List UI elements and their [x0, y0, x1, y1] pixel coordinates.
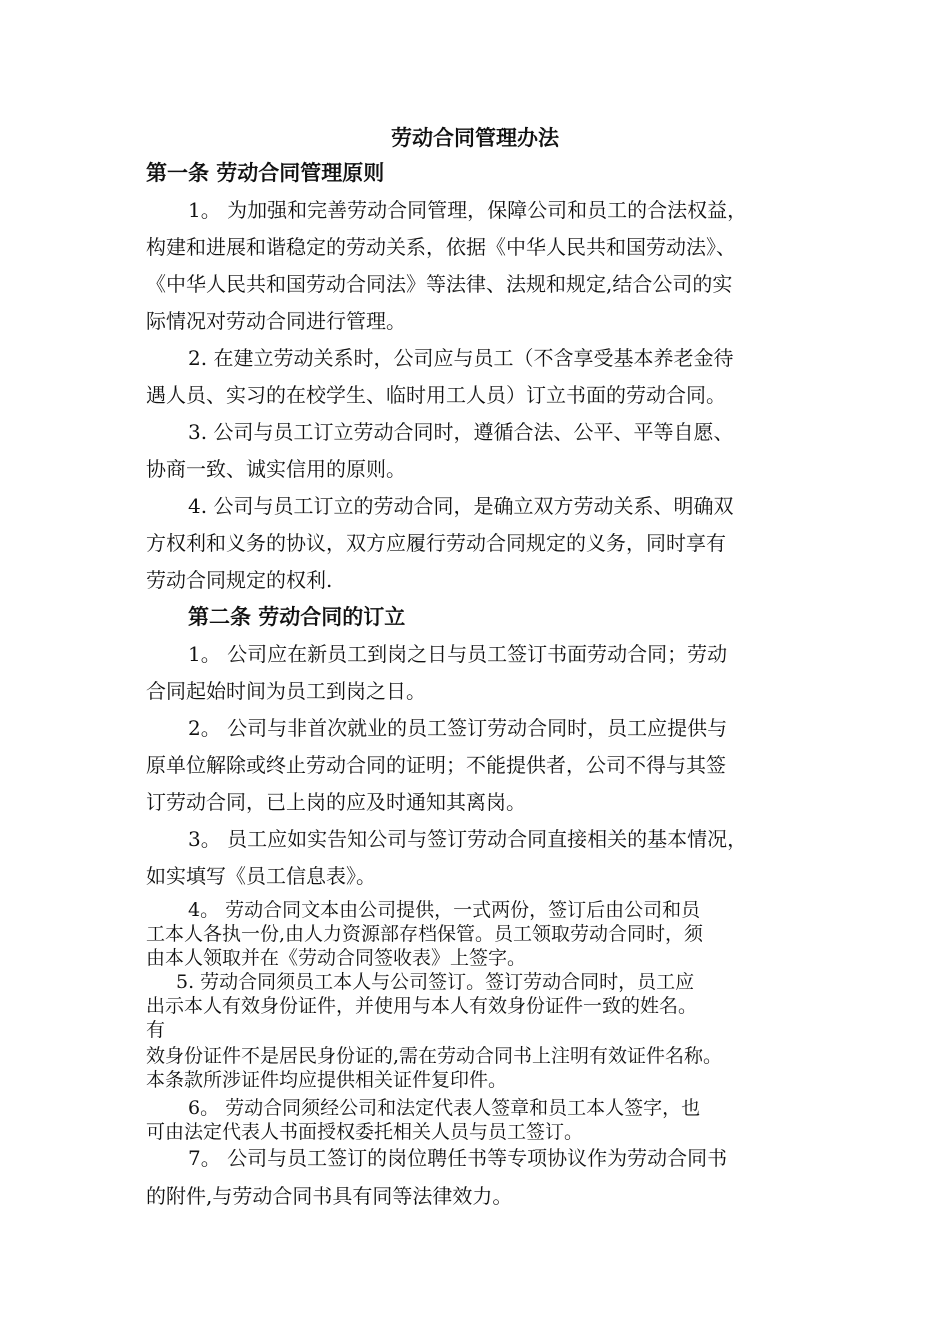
- a1-p2-line1: 2. 在建立劳动关系时，公司应与员工（不含享受基本养老金待: [188, 346, 734, 370]
- a1-p1-line1: 1。 为加强和完善劳动合同管理，保障公司和员工的合法权益，: [188, 198, 748, 222]
- a2-p1-line2: 合同起始时间为员工到岗之日。: [146, 679, 426, 703]
- a1-p3-line2: 协商一致、诚实信用的原则。: [146, 457, 406, 481]
- a2-p4-line2: 工本人各执一份,由人力资源部存档保管。员工领取劳动合同时，须: [146, 923, 704, 945]
- a1-p2-line2: 遇人员、实习的在校学生、临时用工人员）订立书面的劳动合同。: [146, 383, 726, 407]
- a2-p7-line1: 7。 公司与员工签订的岗位聘任书等专项协议作为劳动合同书: [188, 1146, 728, 1170]
- a2-p2-line2: 原单位解除或终止劳动合同的证明；不能提供者，公司不得与其签: [146, 753, 726, 777]
- a1-p4-line1: 4. 公司与员工订立的劳动合同，是确立双方劳动关系、明确双: [188, 494, 734, 518]
- a1-p1-line3: 《中华人民共和国劳动合同法》等法律、法规和规定,结合公司的实: [146, 272, 733, 296]
- article2-heading: 第二条 劳动合同的订立: [188, 604, 406, 629]
- a2-p6-line1: 6。 劳动合同须经公司和法定代表人签章和员工本人签字，也: [188, 1097, 701, 1119]
- a1-p1-line4: 际情况对劳动合同进行管理。: [146, 309, 406, 333]
- a1-p4-line2: 方权利和义务的协议，双方应履行劳动合同规定的义务，同时享有: [146, 531, 726, 555]
- a2-p5-line5: 本条款所涉证件均应提供相关证件复印件。: [146, 1069, 508, 1091]
- a2-p3-line1: 3。 员工应如实告知公司与签订劳动合同直接相关的基本情况，: [188, 827, 748, 851]
- a2-p4-line3: 由本人领取并在《劳动合同签收表》上签字。: [146, 947, 527, 969]
- a2-p6-line2: 可由法定代表人书面授权委托相关人员与员工签订。: [146, 1121, 584, 1143]
- a2-p3-line2: 如实填写《员工信息表》。: [146, 864, 376, 888]
- a2-p5-line2: 出示本人有效身份证件，并使用与本人有效身份证件一致的姓名。: [146, 995, 698, 1017]
- a1-p1-line2: 构建和进展和谐稳定的劳动关系，依据《中华人民共和国劳动法》、: [146, 235, 736, 259]
- a2-p5-line3: 有: [146, 1019, 166, 1041]
- a2-p2-line1: 2。 公司与非首次就业的员工签订劳动合同时，员工应提供与: [188, 716, 728, 740]
- a2-p5-line4: 效身份证件不是居民身份证的,需在劳动合同书上注明有效证件名称。: [146, 1045, 723, 1067]
- document-title: 劳动合同管理办法: [391, 125, 559, 150]
- a2-p5-line1: 5. 劳动合同须员工本人与公司签订。签订劳动合同时，员工应: [176, 971, 695, 993]
- a1-p3-line1: 3. 公司与员工订立劳动合同时，遵循合法、公平、平等自愿、: [188, 420, 734, 444]
- a2-p7-line2: 的附件,与劳动合同书具有同等法律效力。: [146, 1184, 513, 1208]
- article1-heading: 第一条 劳动合同管理原则: [146, 160, 385, 185]
- a1-p4-line3: 劳动合同规定的权利.: [146, 568, 333, 592]
- a2-p4-line1: 4。 劳动合同文本由公司提供，一式两份，签订后由公司和员: [188, 899, 701, 921]
- a2-p1-line1: 1。 公司应在新员工到岗之日与员工签订书面劳动合同；劳动: [188, 642, 728, 666]
- a2-p2-line3: 订劳动合同，已上岗的应及时通知其离岗。: [146, 790, 526, 814]
